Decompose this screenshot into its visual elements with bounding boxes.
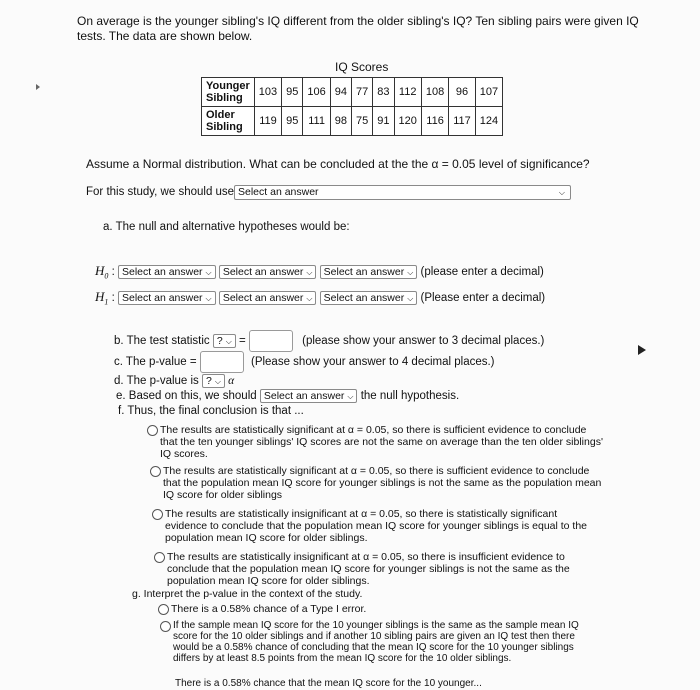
h1-note: (Please enter a decimal) bbox=[420, 292, 546, 304]
part-c-row bbox=[114, 351, 495, 373]
table-cell: 91 bbox=[373, 107, 394, 136]
h1-symbol: $H_1$ bbox=[95, 289, 109, 307]
chevron-down-icon: ⌵ bbox=[306, 267, 313, 277]
question-line-1: On average is the younger sibling's IQ different from the older sibling's IQ? Ten sibling pairs were given IQ bbox=[77, 14, 639, 28]
h1-operator-select[interactable]: Select an answer ⌵ bbox=[219, 291, 317, 305]
table-cell: 94 bbox=[330, 78, 351, 107]
table-cell: 107 bbox=[475, 78, 502, 107]
question-text bbox=[77, 14, 677, 44]
part-e-suffix: the null hypothesis. bbox=[360, 390, 460, 403]
conclusion-option[interactable]: The results are statistically insignificant at α = 0.05, so there is statistically significant evidence to conclude that the population mean IQ score for younger siblings is equal to the population mean IQ score for older siblings. bbox=[152, 508, 587, 544]
question-line-2: tests. The data are shown below. bbox=[77, 29, 253, 43]
h0-operator-select[interactable]: Select an answer ⌵ bbox=[219, 265, 317, 279]
chevron-down-icon: ⌵ bbox=[205, 267, 212, 277]
interpretation-option[interactable]: There is a 0.58% chance that the mean IQ score for the 10 younger... bbox=[175, 678, 482, 689]
radio-button[interactable] bbox=[147, 425, 158, 436]
chevron-down-icon: ⌵ bbox=[407, 293, 414, 303]
alpha-symbol: α bbox=[228, 375, 235, 388]
table-row bbox=[202, 107, 503, 136]
part-d-label: d. The p-value is bbox=[114, 375, 199, 388]
table-cell: 96 bbox=[449, 78, 476, 107]
h0-colon: : bbox=[111, 266, 115, 278]
row-label-younger: Younger Sibling bbox=[202, 78, 255, 107]
table-cell: 124 bbox=[475, 107, 502, 136]
part-d-row bbox=[114, 374, 234, 388]
part-b-note: (please show your answer to 3 decimal places.) bbox=[302, 335, 545, 348]
table-cell: 120 bbox=[394, 107, 421, 136]
radio-button[interactable] bbox=[150, 466, 161, 477]
study-method-select[interactable] bbox=[234, 185, 571, 200]
table-cell: 83 bbox=[373, 78, 394, 107]
iq-scores-table bbox=[201, 77, 503, 136]
h0-symbol: $H_0$ bbox=[95, 263, 109, 281]
radio-button[interactable] bbox=[158, 604, 169, 615]
h0-value-select[interactable]: Select an answer ⌵ bbox=[320, 265, 418, 279]
table-cell: 77 bbox=[352, 78, 373, 107]
chevron-down-icon: ⌵ bbox=[558, 188, 565, 197]
p-value-input[interactable] bbox=[200, 351, 244, 373]
table-cell: 103 bbox=[254, 78, 281, 107]
study-select-label: Select an answer bbox=[238, 186, 319, 198]
hypothesis-decision-select[interactable]: Select an answer ⌵ bbox=[260, 389, 358, 403]
chevron-down-icon: ⌵ bbox=[205, 293, 212, 303]
p-value-comparison-select[interactable]: ? ⌵ bbox=[202, 374, 225, 388]
table-row bbox=[202, 78, 503, 107]
table-cell: 117 bbox=[449, 107, 476, 136]
part-b-row bbox=[114, 330, 544, 352]
part-b-label: b. The test statistic bbox=[114, 335, 210, 348]
table-cell: 106 bbox=[303, 78, 330, 107]
equals-sign: = bbox=[239, 335, 246, 348]
table-cell: 111 bbox=[303, 107, 330, 136]
interpretation-option[interactable]: If the sample mean IQ score for the 10 younger siblings is the same as the sample mean IQ score for the 10 older siblings and if another 10 sibling pairs are given an IQ test then there would be a 0.58% chance of concluding that the mean IQ score for the 10 younger siblings differs by at least 8.5 points from the mean IQ score for the 10 older siblings. bbox=[160, 620, 579, 664]
test-statistic-select[interactable]: ? ⌵ bbox=[213, 334, 236, 348]
assume-text: Assume a Normal distribution. What can be concluded at the the α = 0.05 level of significance? bbox=[86, 157, 590, 171]
table-title: IQ Scores bbox=[335, 60, 389, 74]
chevron-down-icon: ⌵ bbox=[225, 337, 232, 346]
chevron-down-icon: ⌵ bbox=[306, 293, 313, 303]
test-statistic-input[interactable] bbox=[249, 330, 293, 352]
row-label-older: Older Sibling bbox=[202, 107, 255, 136]
h0-parameter-select[interactable]: Select an answer ⌵ bbox=[118, 265, 216, 279]
table-cell: 95 bbox=[282, 78, 303, 107]
part-e-label: e. Based on this, we should bbox=[116, 390, 257, 403]
conclusion-option[interactable]: The results are statistically significant at α = 0.05, so there is sufficient evidence to conclude that the population mean IQ score for younger siblings is not the same as the population mean IQ score for older siblings bbox=[150, 465, 601, 501]
study-row bbox=[86, 185, 234, 199]
part-c-note: (Please show your answer to 4 decimal places.) bbox=[250, 356, 495, 369]
table-cell: 108 bbox=[421, 78, 448, 107]
left-arrow-icon bbox=[36, 84, 40, 90]
table-cell: 119 bbox=[254, 107, 281, 136]
chevron-down-icon: ⌵ bbox=[214, 377, 221, 386]
chevron-down-icon: ⌵ bbox=[347, 392, 354, 401]
table-cell: 75 bbox=[352, 107, 373, 136]
h1-colon: : bbox=[111, 292, 115, 304]
part-f-label: f. Thus, the final conclusion is that ... bbox=[118, 405, 304, 417]
table-cell: 112 bbox=[394, 78, 421, 107]
chevron-down-icon: ⌵ bbox=[407, 267, 414, 277]
radio-button[interactable] bbox=[154, 552, 165, 563]
h1-parameter-select[interactable]: Select an answer ⌵ bbox=[118, 291, 216, 305]
radio-button[interactable] bbox=[152, 509, 163, 520]
table-cell: 98 bbox=[330, 107, 351, 136]
conclusion-option[interactable]: The results are statistically insignificant at α = 0.05, so there is insufficient evidence to conclude that the population mean IQ score for younger siblings is not the same as the population mean IQ score for older siblings. bbox=[154, 551, 570, 587]
interpretation-option[interactable]: There is a 0.58% chance of a Type I error. bbox=[158, 603, 366, 615]
table-cell: 116 bbox=[421, 107, 448, 136]
h0-note: (please enter a decimal) bbox=[420, 266, 544, 278]
radio-button[interactable] bbox=[160, 621, 171, 632]
part-a-label: a. The null and alternative hypotheses would be: bbox=[103, 221, 350, 233]
part-g-label: g. Interpret the p-value in the context of the study. bbox=[132, 588, 363, 600]
table-cell: 95 bbox=[282, 107, 303, 136]
h0-row bbox=[95, 264, 544, 284]
h1-row bbox=[95, 290, 545, 310]
h1-value-select[interactable]: Select an answer ⌵ bbox=[320, 291, 418, 305]
mouse-pointer-icon bbox=[638, 345, 646, 355]
study-prefix: For this study, we should use bbox=[86, 186, 235, 198]
part-c-label: c. The p-value = bbox=[114, 356, 197, 369]
part-e-row bbox=[116, 389, 459, 403]
conclusion-option[interactable]: The results are statistically significant at α = 0.05, so there is sufficient evidence to conclude that the ten younger siblings' IQ scores are not the same on average than the ten older siblings' IQ scores. bbox=[147, 424, 603, 460]
